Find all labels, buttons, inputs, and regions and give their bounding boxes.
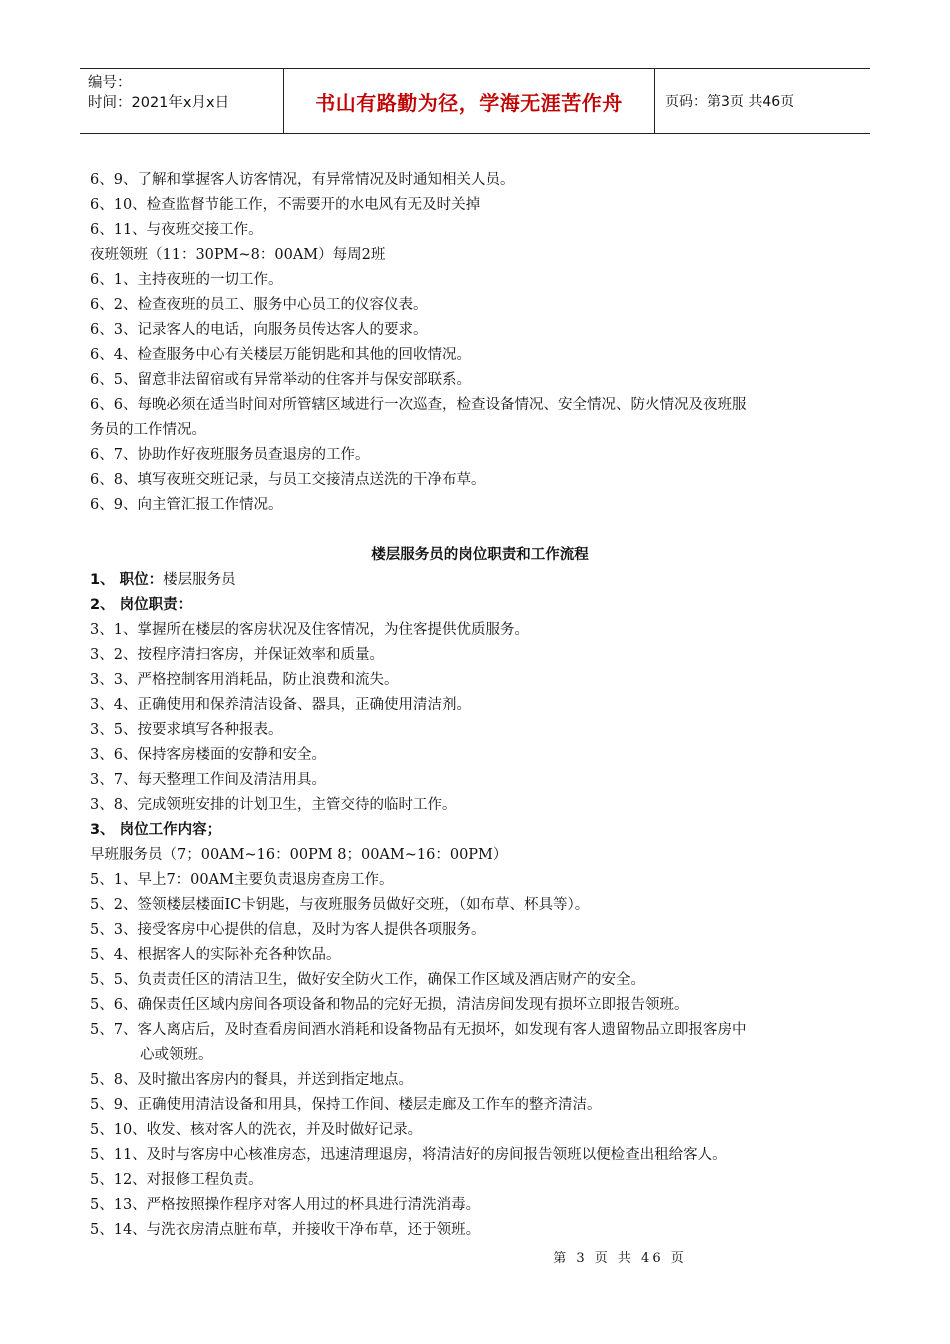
- body-line: 6、10、检查监督节能工作，不需要开的水电风有无及时关掉: [90, 197, 481, 213]
- body-line: 6、3、记录客人的电话，向服务员传达客人的要求。: [90, 322, 428, 338]
- body-line: 5、8、及时撤出客房内的餐具，并送到指定地点。: [90, 1072, 413, 1088]
- page-header: [80, 68, 870, 134]
- body-line: 5、12、对报修工程负责。: [90, 1172, 263, 1188]
- header-meta: [80, 69, 283, 133]
- heading-position-value: 楼层服务员: [163, 572, 236, 588]
- body-line: 5、3、接受客房中心提供的信息，及时为客人提供各项服务。: [90, 922, 486, 938]
- body-line: 6、7、协助作好夜班服务员查退房的工作。: [90, 447, 370, 463]
- heading-duties: 2、 岗位职责：: [90, 597, 193, 613]
- body-line: 6、8、填写夜班交班记录，与员工交接清点送洗的干净布草。: [90, 472, 486, 488]
- body-line: 5、7、客人离店后，及时查看房间酒水消耗和设备物品有无损坏，如发现有客人遗留物品立即报客房中: [90, 1022, 747, 1038]
- page-number: 第 3 页 共 46 页: [553, 1251, 687, 1266]
- body-line: 5、6、确保责任区域内房间各项设备和物品的完好无损，清洁房间发现有损坏立即报告领班。: [90, 997, 689, 1013]
- document-body: [90, 168, 870, 1243]
- page-footer: [0, 1247, 950, 1266]
- body-line: 5、2、签领楼层楼面IC卡钥匙，与夜班服务员做好交班，（如布草、杯具等）。: [90, 897, 590, 913]
- heading-work-content: 3、 岗位工作内容；: [90, 822, 222, 838]
- body-line: 夜班领班（11：30PM~8：00AM）每周2班: [90, 247, 386, 263]
- heading-position-label: 1、 职位：: [90, 572, 164, 588]
- body-line: 6、1、主持夜班的一切工作。: [90, 272, 283, 288]
- spacer: [90, 518, 870, 543]
- body-line: 3、8、完成领班安排的计划卫生，主管交待的临时工作。: [90, 797, 457, 813]
- body-line: 3、1、掌握所在楼层的客房状况及住客情况，为住客提供优质服务。: [90, 622, 529, 638]
- body-line: 5、9、正确使用清洁设备和用具，保持工作间、楼层走廊及工作车的整齐清洁。: [90, 1097, 602, 1113]
- body-line: 5、13、严格按照操作程序对客人用过的杯具进行清洗消毒。: [90, 1197, 481, 1213]
- body-line: 6、6、每晚必须在适当时间对所管辖区域进行一次巡查，检查设备情况、安全情况、防火情况及夜班服: [90, 397, 747, 413]
- body-line: 6、9、了解和掌握客人访客情况，有异常情况及时通知相关人员。: [90, 172, 515, 188]
- body-line: 5、14、与洗衣房清点脏布草，并接收干净布草，还于领班。: [90, 1222, 481, 1238]
- body-line: 3、5、按要求填写各种报表。: [90, 722, 283, 738]
- body-line: 6、5、留意非法留宿或有异常举动的住客并与保安部联系。: [90, 372, 471, 388]
- body-line: 3、2、按程序清扫客房，并保证效率和质量。: [90, 647, 384, 663]
- body-line: 5、4、根据客人的实际补充各种饮品。: [90, 947, 341, 963]
- body-line: 3、7、每天整理工作间及清洁用具。: [90, 772, 326, 788]
- body-line: 5、10、收发、核对客人的洗衣，并及时做好记录。: [90, 1122, 423, 1138]
- header-page-info: 页码：第3页 共46页: [665, 94, 795, 110]
- header-motto-cell: [283, 69, 655, 133]
- body-line: 5、5、负责责任区的清洁卫生，做好安全防火工作，确保工作区域及酒店财产的安全。: [90, 972, 645, 988]
- body-line: 6、11、与夜班交接工作。: [90, 222, 263, 238]
- body-line: 5、11、及时与客房中心核准房态，迅速清理退房，将清洁好的房间报告领班以便检查出租给客人。: [90, 1147, 727, 1163]
- body-line: 6、4、检查服务中心有关楼层万能钥匙和其他的回收情况。: [90, 347, 471, 363]
- heading-position: [90, 568, 870, 593]
- body-line: 3、6、保持客房楼面的安静和安全。: [90, 747, 326, 763]
- body-line: 3、4、正确使用和保养清洁设备、器具，正确使用清洁剂。: [90, 697, 471, 713]
- document-date: 时间：2021年x月x日: [88, 95, 230, 111]
- body-line: 6、9、向主管汇报工作情况。: [90, 497, 283, 513]
- body-line: 6、2、检查夜班的员工、服务中心员工的仪容仪表。: [90, 297, 428, 313]
- body-line-continuation: 务员的工作情况。: [90, 422, 206, 438]
- body-line-continuation: 心或领班。: [140, 1047, 213, 1063]
- document-number-label: 编号：: [88, 75, 132, 91]
- body-line: 5、1、早上7：00AM主要负责退房查房工作。: [90, 872, 394, 888]
- header-motto: 书山有路勤为径，学海无涯苦作舟: [315, 90, 623, 115]
- body-line: 3、3、严格控制客用消耗品，防止浪费和流失。: [90, 672, 399, 688]
- section-title: 楼层服务员的岗位职责和工作流程: [371, 547, 589, 563]
- body-line: 早班服务员（7；00AM~16：00PM 8；00AM~16：00PM）: [90, 847, 508, 863]
